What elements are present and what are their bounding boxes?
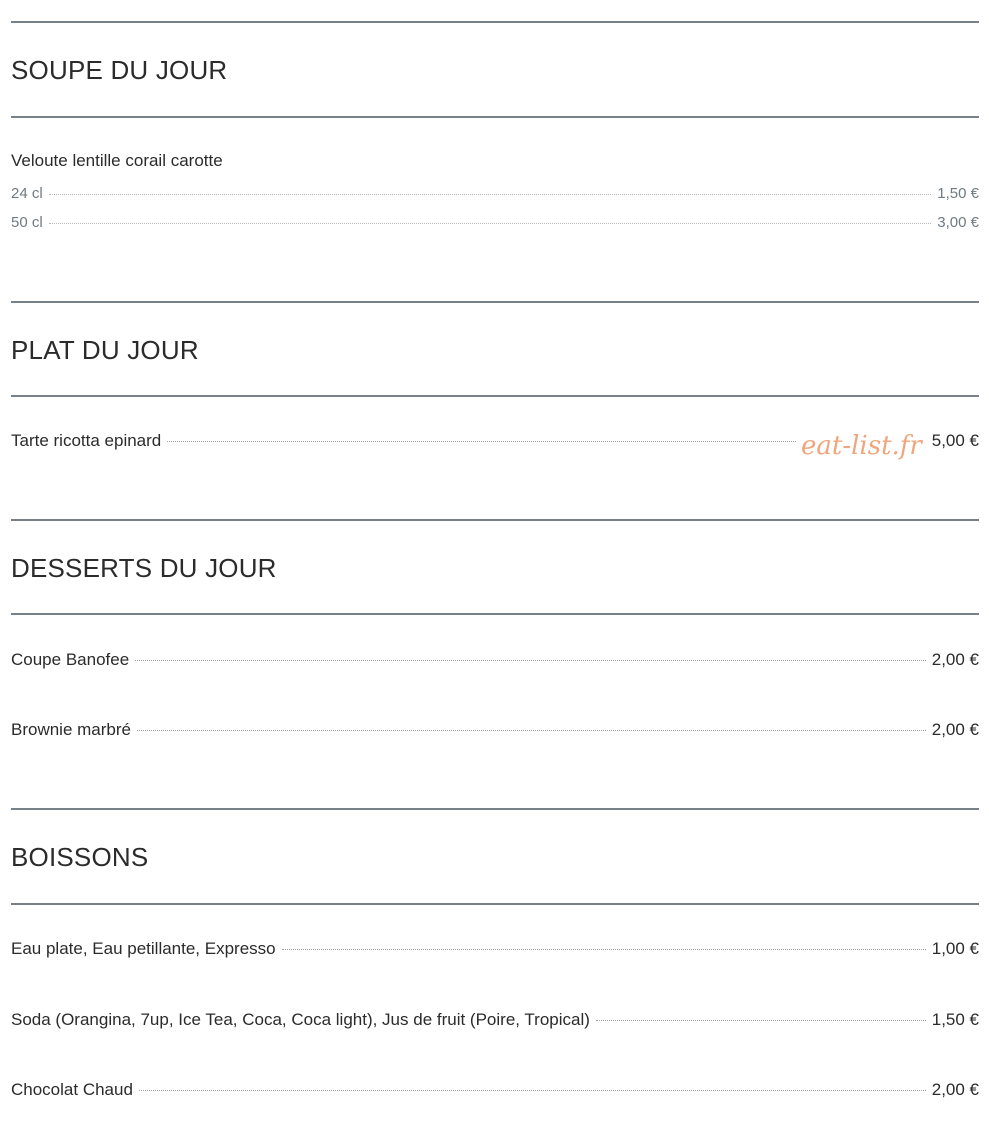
item-name: Soda (Orangina, 7up, Ice Tea, Coca, Coca light), Jus de fruit (Poire, Tropical) [11, 1010, 590, 1029]
item-price: 1,00 € [931, 939, 979, 958]
section-title-desserts: DESSERTS DU JOUR [11, 553, 277, 583]
dot-leader [49, 194, 932, 195]
item-price: 2,00 € [931, 720, 979, 739]
item-price: 1,50 € [937, 185, 979, 202]
dot-leader [139, 1090, 926, 1091]
item-price: 5,00 € [931, 431, 979, 450]
section-top-rule [11, 519, 979, 521]
menu-item-row [11, 185, 979, 202]
section-bottom-rule [11, 613, 979, 615]
section-title-soupe: SOUPE DU JOUR [11, 55, 228, 85]
item-name: Coupe Banofee [11, 650, 130, 669]
soup-dish-name: Veloute lentille corail carotte [11, 151, 223, 170]
dot-leader [137, 730, 926, 731]
section-top-rule [11, 21, 979, 23]
item-name: Brownie marbré [11, 720, 131, 739]
size-label: 24 cl [11, 185, 43, 202]
menu-item-row [11, 650, 979, 670]
item-price: 1,50 € [931, 1010, 979, 1029]
item-price: 2,00 € [931, 650, 979, 669]
section-title-plat: PLAT DU JOUR [11, 335, 199, 365]
section-top-rule [11, 301, 979, 303]
item-name: Eau plate, Eau petillante, Expresso [11, 939, 276, 958]
menu-item-row [11, 1080, 979, 1100]
item-name: Tarte ricotta epinard [11, 431, 162, 450]
item-name: Chocolat Chaud [11, 1080, 133, 1099]
section-title-boissons: BOISSONS [11, 842, 149, 872]
item-price: 2,00 € [931, 1080, 979, 1099]
menu-item-row [11, 214, 979, 231]
watermark-logo: eat-list.fr [797, 428, 926, 464]
section-bottom-rule [11, 116, 979, 118]
item-price: 3,00 € [937, 214, 979, 231]
dot-leader [596, 1020, 926, 1021]
dot-leader [135, 660, 926, 661]
size-label: 50 cl [11, 214, 43, 231]
dot-leader [49, 223, 932, 224]
menu-item-row [11, 1010, 979, 1030]
section-top-rule [11, 808, 979, 810]
menu-item-row [11, 939, 979, 959]
dot-leader [282, 949, 926, 950]
section-bottom-rule [11, 395, 979, 397]
section-bottom-rule [11, 903, 979, 905]
menu-item-row [11, 720, 979, 740]
